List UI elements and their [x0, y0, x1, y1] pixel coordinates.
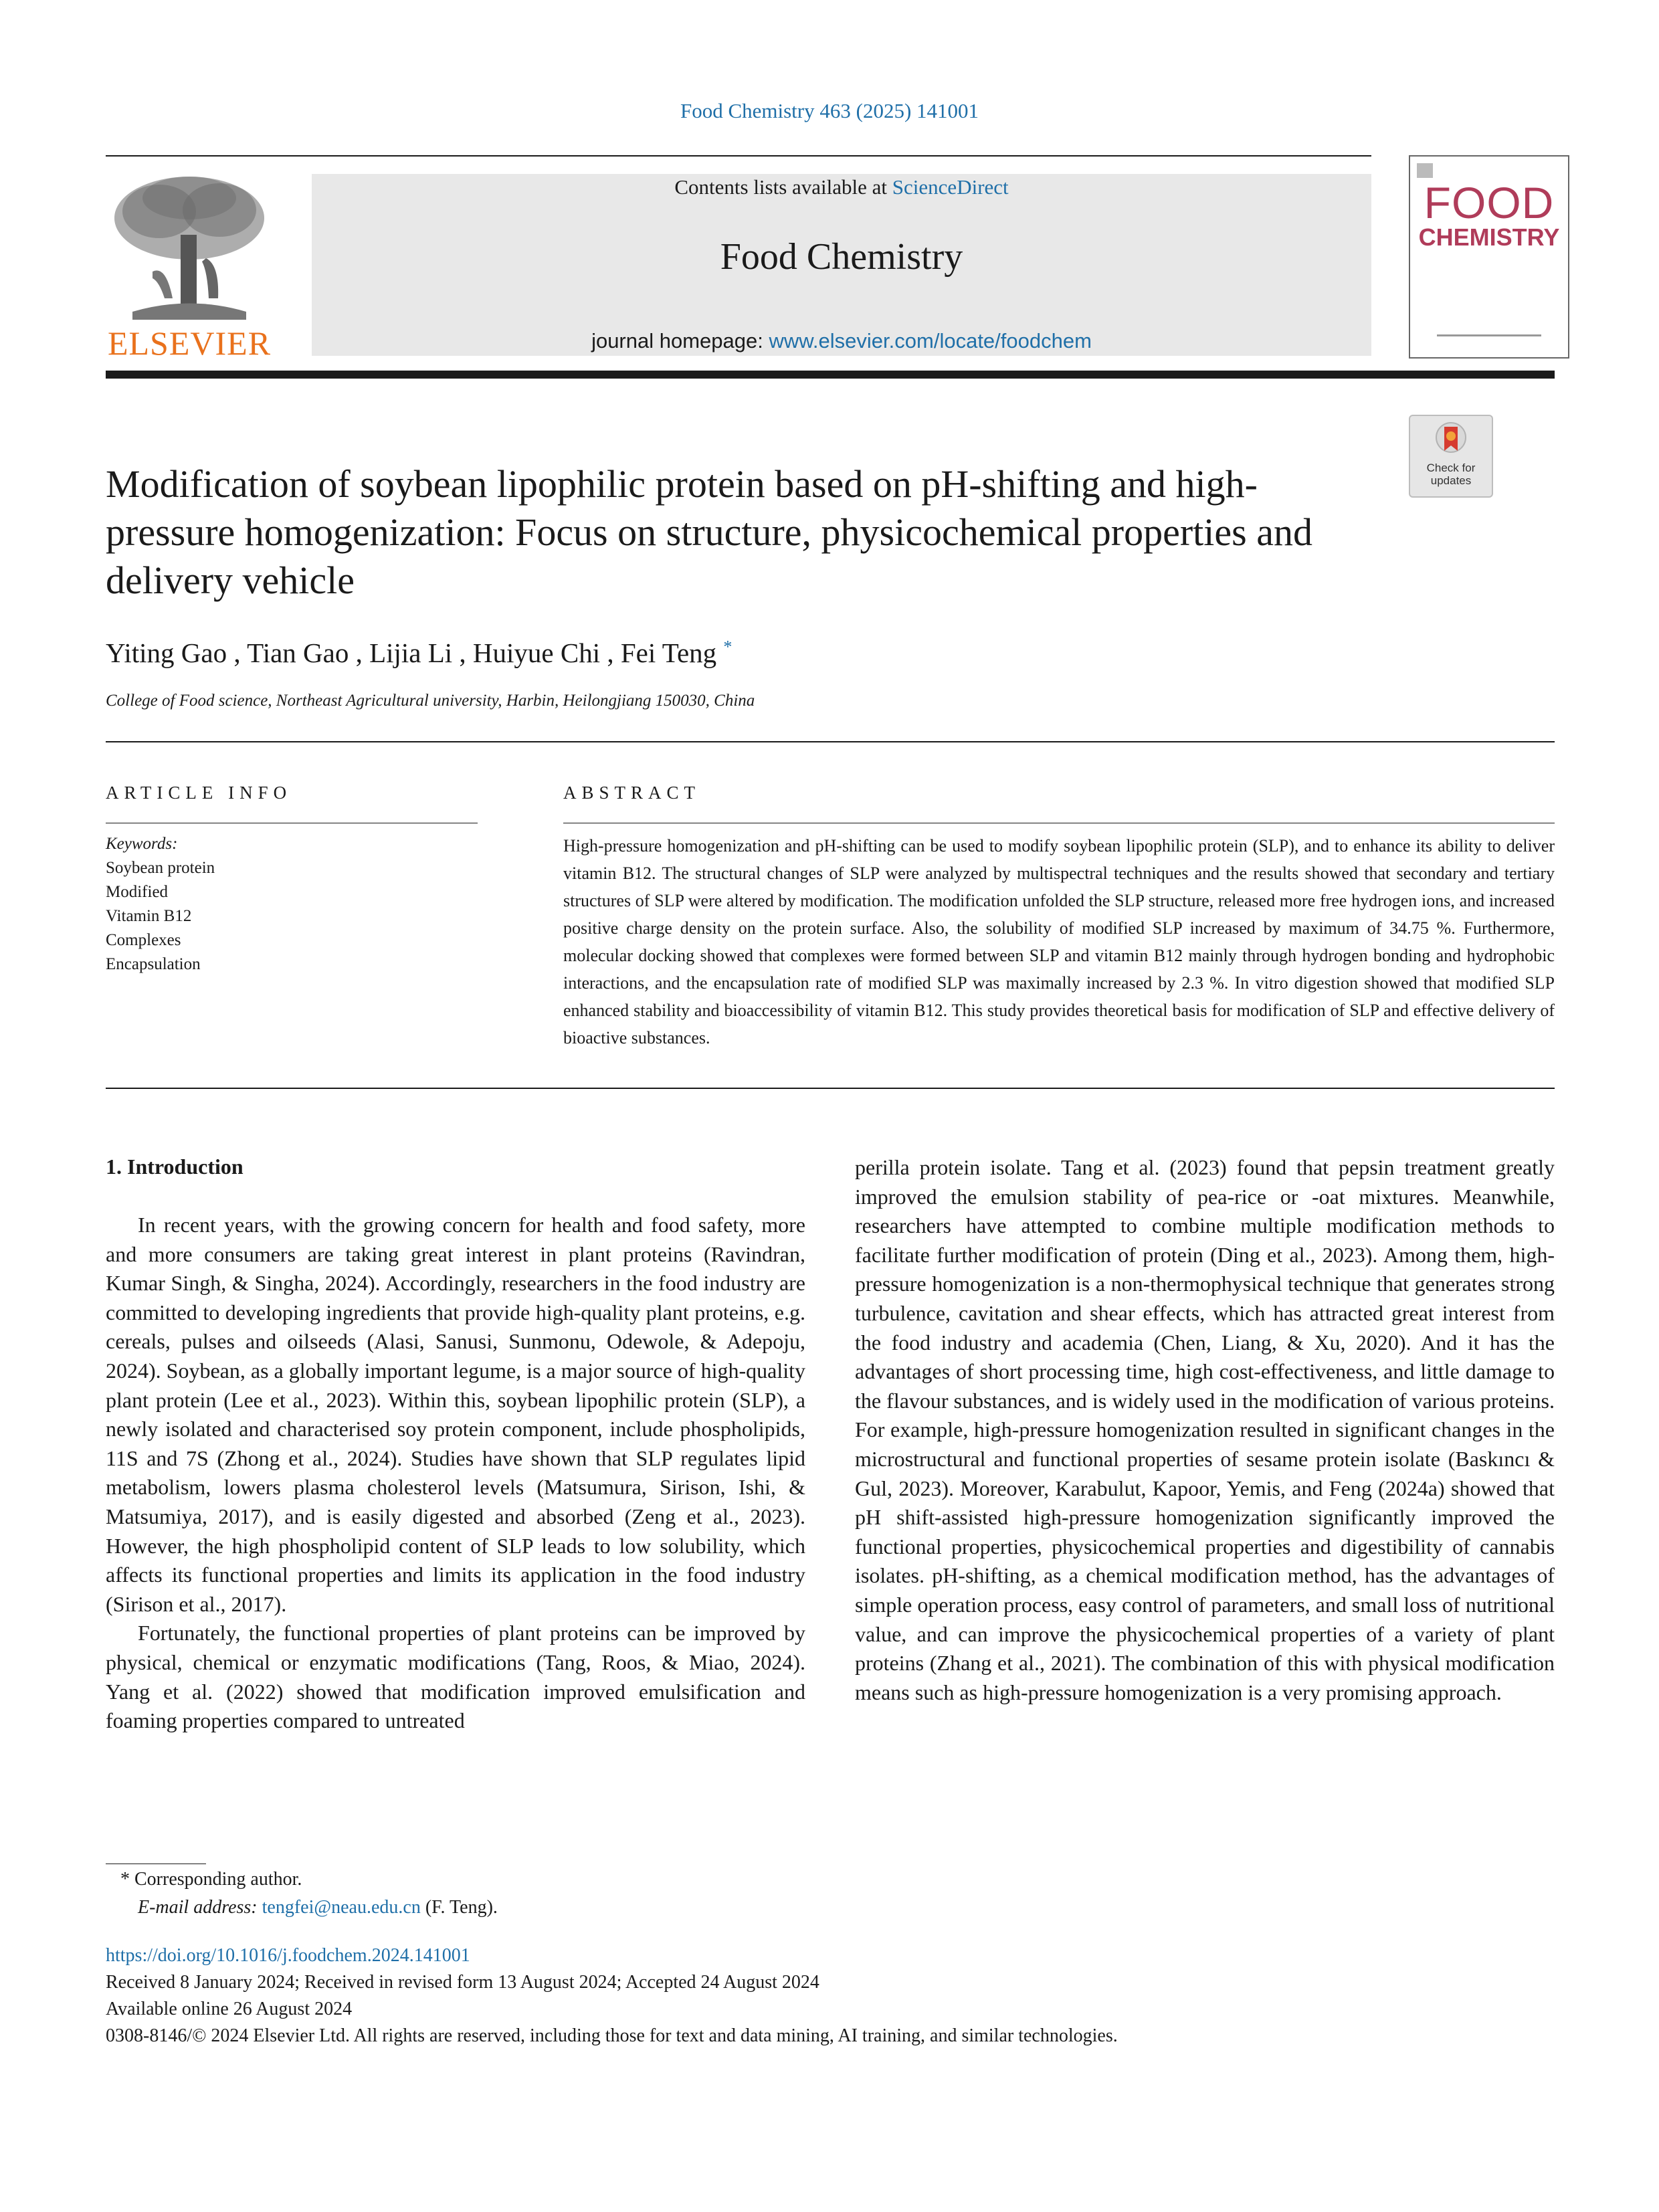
header-top-rule — [106, 155, 1371, 157]
keyword-item: Complexes — [106, 931, 181, 949]
homepage-link[interactable]: www.elsevier.com/locate/foodchem — [769, 329, 1092, 353]
affiliation: College of Food science, Northeast Agricultural university, Harbin, Heilongjiang 150030, China — [106, 692, 755, 710]
section-heading-introduction: 1. Introduction — [106, 1154, 243, 1179]
cover-food-text: FOOD — [1424, 178, 1555, 227]
intro-paragraph-1: In recent years, with the growing concern for health and food safety, more and more consumers are taking great interest in plant proteins (Ravindran, Kumar Singh, & Singha, 2024). Accordingly, researchers in the food industry are committed to developing ingredients that provide high-quality plant proteins, e.g. cereals, pulses and oilseeds (Alasi, Sanusi, Sunmonu, Odewole, & Adepoju, 2024). Soybean, as a globally important legume, is a major source of high-quality plant protein (Lee et al., 2023). Within this, soybean lipophilic protein (SLP), a newly isolated and characterised soy protein component, include phospholipids, 11S and 7S (Zhong et al., 2024). Studies have shown that SLP regulates lipid metabolism, lowers plasma cholesterol levels (Matsumura, Sirison, Ishi, & Matsumiya, 2017), and is easily digested and absorbed (Zeng et al., 2023). However, the high phospholipid content of SLP leads to low solubility, which affects its functional properties and limits its application in the food industry (Sirison et al., 2017). — [106, 1213, 805, 1616]
keyword-item: Soybean protein — [106, 859, 215, 877]
article-title: Modification of soybean lipophilic protein based on pH-shifting and high-pressure homogenization: Focus on structure, physicochemical properties and delivery vehicle — [106, 462, 1312, 602]
homepage-prefix: journal homepage: — [591, 329, 769, 353]
intro-right-column — [855, 1153, 1555, 1707]
email-label: E-mail address: — [138, 1897, 258, 1918]
article-info-heading: ARTICLE INFO — [106, 783, 292, 803]
contents-prefix: Contents lists available at — [674, 175, 892, 199]
abstract-heading: ABSTRACT — [563, 783, 701, 803]
keyword-item: Encapsulation — [106, 955, 201, 973]
corresponding-author-note: * Corresponding author. — [120, 1869, 302, 1890]
abstract-text: High-pressure homogenization and pH-shifting can be used to modify soybean lipophilic protein (SLP), and to enhance its ability to deliver vitamin B12. The structural changes of SLP were analyzed by multispectral techniques and the results showed that secondary and tertiary structures of SLP were altered by modification. The modification unfolded the SLP structure, released more free hydrogen ions, and increased positive charge density on the protein surface. Also, the solubility of modified SLP increased by maximum of 34.75 %. Furthermore, molecular docking showed that complexes were formed between SLP and vitamin B12 mainly through hydrogen bonding and hydrophobic interactions, and the encapsulation rate of modified SLP was maximally increased by 2.3 %. In vitro digestion showed that modified SLP enhanced stability and bioaccessibility of vitamin B12. This study provides theoretical basis for modification of SLP and effective delivery of bioactive substances. — [563, 836, 1555, 1047]
keyword-item: Vitamin B12 — [106, 907, 192, 925]
authors-text: Yiting Gao , Tian Gao , Lijia Li , Huiyue Chi , Fei Teng — [106, 637, 717, 668]
affiliation-rule — [106, 741, 1555, 742]
abstract-bottom-rule — [106, 1088, 1555, 1089]
email-suffix: (F. Teng). — [420, 1897, 498, 1918]
journal-cover[interactable] — [1409, 155, 1569, 359]
check-updates-label: Check for updates — [1426, 462, 1476, 487]
author-list — [106, 637, 732, 669]
intro-paragraph-2: Fortunately, the functional properties of plant proteins can be improved by physical, chemical or enzymatic modifications (Tang, Roos, & Miao, 2024). Yang et al. (2022) showed that modification improved emulsification and foaming properties compared to untreated — [106, 1621, 805, 1733]
available-online: Available online 26 August 2024 — [106, 1999, 353, 2019]
received-dates: Received 8 January 2024; Received in revised form 13 August 2024; Accepted 24 August 2024 — [106, 1972, 819, 1993]
corresponding-author-mark[interactable]: * — [723, 637, 733, 657]
sciencedirect-link[interactable]: ScienceDirect — [892, 175, 1009, 199]
copyright-line: 0308-8146/© 2024 Elsevier Ltd. All rights are reserved, including those for text and data mining, AI training, and similar technologies. — [106, 2025, 1118, 2046]
email-note — [138, 1897, 498, 1918]
doi-link[interactable]: https://doi.org/10.1016/j.foodchem.2024.141001 — [106, 1945, 470, 1966]
elsevier-tree-logo — [106, 171, 273, 324]
cover-rule — [1437, 334, 1541, 336]
intro-left-column — [106, 1211, 805, 1736]
header-bottom-rule — [106, 371, 1555, 379]
keywords-label: Keywords: — [106, 835, 178, 853]
journal-reference[interactable]: Food Chemistry 463 (2025) 141001 — [680, 99, 979, 122]
journal-homepage — [312, 329, 1371, 353]
cover-mini-logo — [1417, 163, 1433, 178]
check-for-updates-badge[interactable] — [1409, 415, 1493, 498]
journal-title: Food Chemistry — [720, 236, 963, 278]
intro-paragraph-3: perilla protein isolate. Tang et al. (2023) found that pepsin treatment greatly improved the emulsion stability of pea-rice or -oat mixtures. Meanwhile, researchers have attempted to combine multiple modification methods to facilitate further modification of protein (Ding et al., 2023). Among them, high-pressure homogenization is a non-thermophysical technique that generates strong turbulence, cavitation and shear effects, which has attracted great interest from the food industry and academia (Chen, Liang, & Xu, 2020). And it has the advantages of short processing time, high cost-effectiveness, and little damage to the flavour substances, and is widely used in the modification of various proteins. For example, high-pressure homogenization resulted in significant changes in the microstructural and functional properties of sesame protein isolate (Baskıncı & Gul, 2023). Moreover, Karabulut, Kapoor, Yemis, and Feng (2024a) showed that pH shift-assisted high-pressure homogenization significantly improved the functional properties, physicochemical properties and digestibility of cannabis isolates. pH-shifting, as a chemical modification method, has the advantages of simple operation process, easy control of parameters, and small loss of nutritional value, and can improve the physicochemical properties of a variety of plant proteins (Zhang et al., 2021). The combination of this with physical modification means such as high-pressure homogenization is a very promising approach. — [855, 1155, 1555, 1704]
cover-chemistry-text: CHEMISTRY — [1418, 223, 1560, 251]
elsevier-wordmark: ELSEVIER — [107, 324, 272, 362]
email-link[interactable]: tengfei@neau.edu.cn — [262, 1897, 421, 1918]
keyword-item: Modified — [106, 883, 169, 901]
contents-line — [312, 175, 1371, 199]
bookmark-icon — [1435, 421, 1467, 459]
